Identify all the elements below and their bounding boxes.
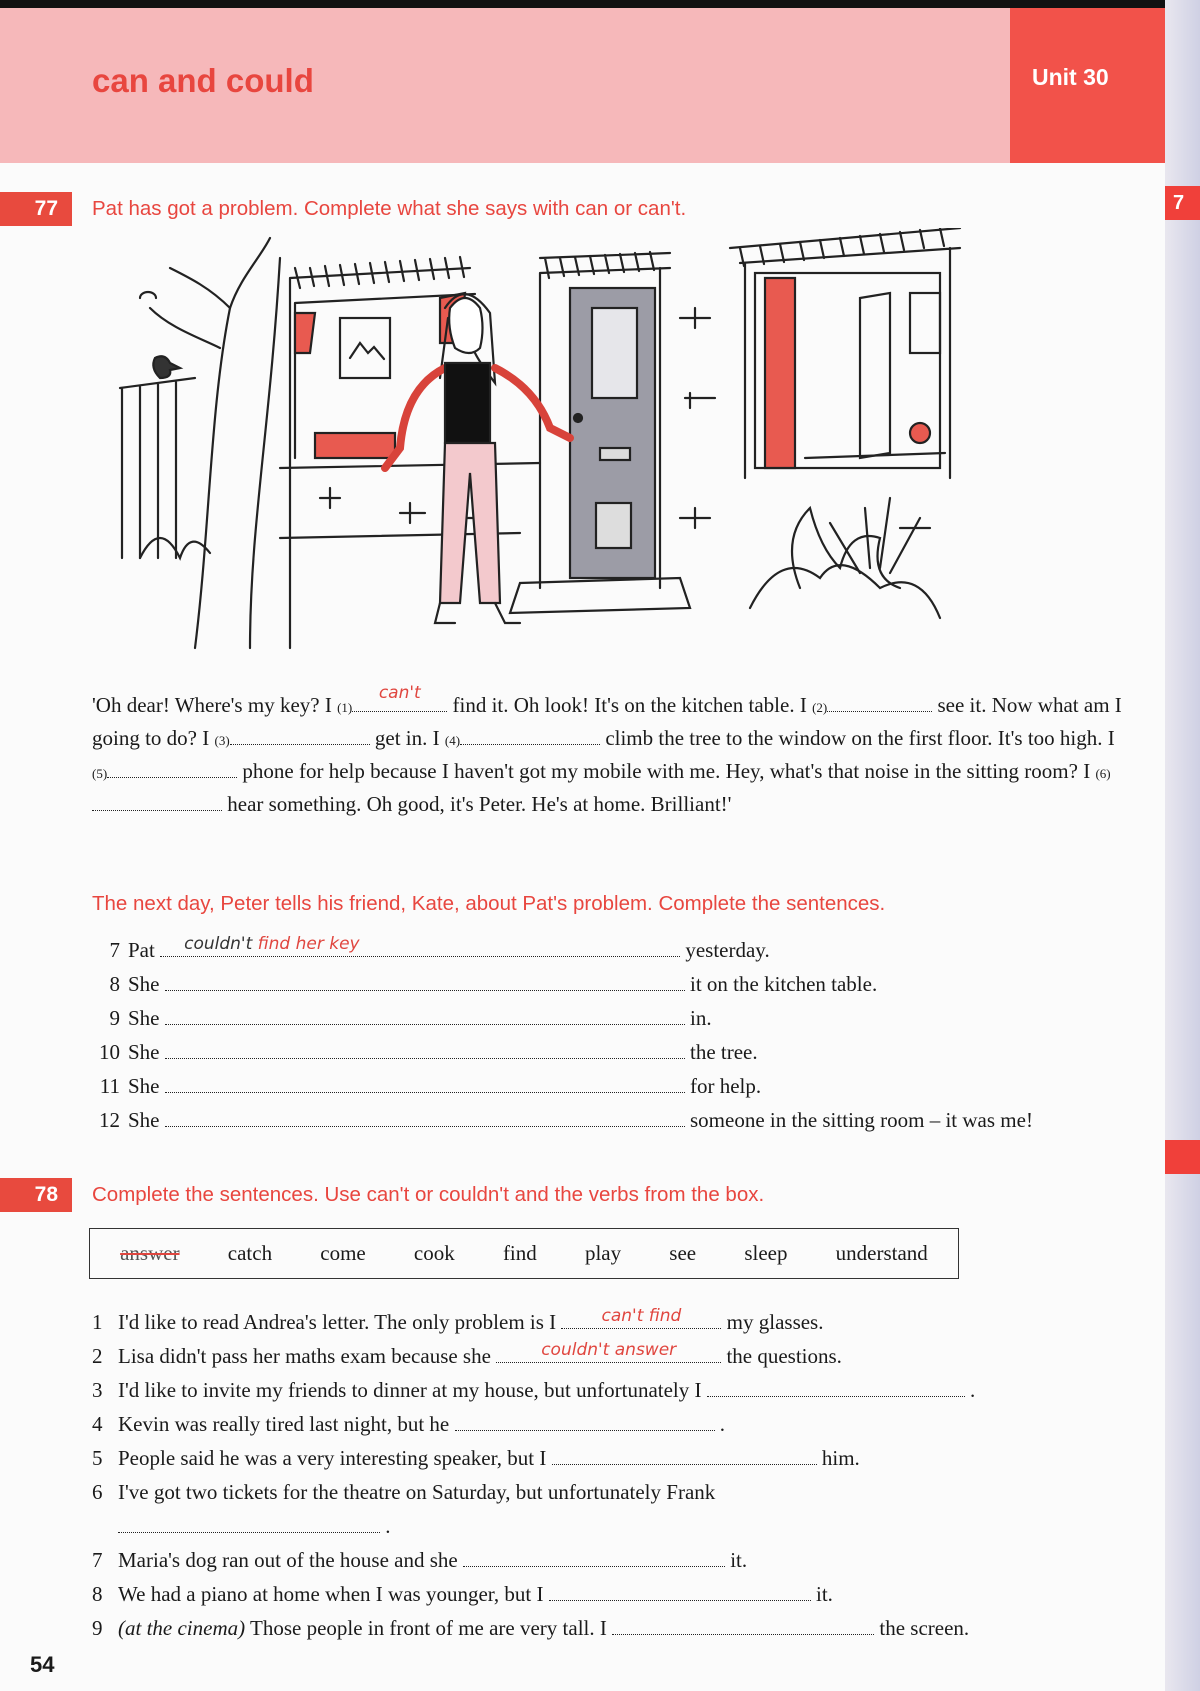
- next-page-edge: [1165, 0, 1200, 1691]
- blank-5[interactable]: [107, 759, 237, 778]
- box-word: come: [320, 1241, 366, 1265]
- question-row: 9 (at the cinema) Those people in front of me are very tall. I the screen.: [92, 1616, 970, 1640]
- box-word: play: [584, 1241, 622, 1265]
- sentence-row: 11 She for help.: [99, 1074, 762, 1098]
- page-title: can and could: [92, 62, 314, 99]
- blank-7[interactable]: [160, 934, 680, 957]
- blank-q5[interactable]: [552, 1446, 817, 1465]
- box-word: sleep: [744, 1241, 788, 1265]
- question-row: 2 Lisa didn't pass her maths exam because she couldn't answer the questions.: [92, 1340, 842, 1368]
- sentence-row: 7 Pat couldn't find her key yesterday.: [109, 934, 770, 962]
- top-border: [0, 0, 1200, 8]
- blank-q8[interactable]: [549, 1582, 811, 1601]
- question-row: 6 I've got two tickets for the theatre on Saturday, but unfortunately Frank: [92, 1480, 716, 1504]
- blank-11[interactable]: [165, 1074, 685, 1093]
- sentence-row: 9 She in.: [109, 1006, 712, 1030]
- exercise-number-77: 77: [0, 192, 72, 226]
- side-tab-lower: [1165, 1140, 1200, 1174]
- answer-7a: couldn't: [184, 934, 253, 954]
- answer-7b: find her key: [257, 934, 360, 954]
- side-tab-number: 7: [1173, 192, 1185, 214]
- blank-10[interactable]: [165, 1040, 685, 1059]
- page-number: 54: [30, 1652, 55, 1677]
- question-row: 3 I'd like to invite my friends to dinner at my house, but unfortunately I .: [92, 1378, 976, 1402]
- answer-1: can't: [378, 683, 421, 703]
- blank-q4[interactable]: [455, 1412, 715, 1431]
- unit-label: Unit 30: [1032, 64, 1109, 90]
- side-tab: [1165, 186, 1200, 220]
- word-box: [89, 1228, 959, 1279]
- exercise-77-instruction-2: The next day, Peter tells his friend, Kate, about Pat's problem. Complete the sentences.: [92, 892, 886, 915]
- box-word: understand: [835, 1241, 928, 1265]
- question-row: 4 Kevin was really tired last night, but he .: [92, 1412, 726, 1436]
- blank-8[interactable]: [165, 972, 685, 991]
- sentence-row: 8 She it on the kitchen table.: [109, 972, 878, 996]
- question-row-continued: .: [118, 1514, 391, 1539]
- exercise-77-paragraph: 'Oh dear! Where's my key? I (1) can't find it. Oh look! It's on the kitchen table. I (2) see it. Now what am I going to do? I (3) get in. I (4) climb the tree to the window on the first floor. It's too high. I (5) phone for help because I haven't got my mobile with me. Hey, what's that noise in the sitting room? I (6) hear something. Oh good, it's Peter. He's at home. Brilliant!': [92, 690, 1132, 820]
- answer-q1: can't find: [601, 1306, 682, 1326]
- context-note: (at the cinema): [118, 1616, 246, 1640]
- box-word: cook: [413, 1241, 455, 1265]
- exercise-number-78: 78: [0, 1178, 72, 1212]
- blank-q3[interactable]: [707, 1378, 965, 1397]
- box-word: answer: [120, 1241, 180, 1265]
- exercise-77-instruction: Pat has got a problem. Complete what she says with can or can't.: [92, 197, 687, 220]
- blank-1[interactable]: [352, 683, 447, 712]
- house-illustration: [100, 228, 1060, 668]
- question-row: 7 Maria's dog ran out of the house and she it.: [92, 1548, 748, 1572]
- exercise-78-instruction: Complete the sentences. Use can't or couldn't and the verbs from the box.: [92, 1183, 765, 1206]
- blank-q6[interactable]: [118, 1514, 380, 1533]
- box-word: find: [502, 1241, 537, 1265]
- sentence-row: 12 She someone in the sitting room – it was me!: [99, 1108, 1033, 1132]
- blank-4[interactable]: [460, 726, 600, 745]
- sentence-row: 10 She the tree.: [99, 1040, 758, 1064]
- blank-q1[interactable]: [561, 1306, 721, 1329]
- blank-12[interactable]: [165, 1108, 685, 1127]
- question-row: 5 People said he was a very interesting speaker, but I him.: [92, 1446, 860, 1470]
- question-row: 8 We had a piano at home when I was younger, but I it.: [92, 1582, 833, 1606]
- blank-q7[interactable]: [463, 1548, 725, 1567]
- blank-3[interactable]: [230, 726, 370, 745]
- box-word: see: [669, 1241, 697, 1265]
- question-row: 1 I'd like to read Andrea's letter. The only problem is I can't find my glasses.: [92, 1306, 824, 1334]
- blank-q2[interactable]: [496, 1340, 721, 1363]
- answer-q2: couldn't answer: [541, 1340, 677, 1360]
- blank-q9[interactable]: [612, 1616, 874, 1635]
- blank-2[interactable]: [827, 693, 932, 712]
- blank-6[interactable]: [92, 792, 222, 811]
- blank-9[interactable]: [165, 1006, 685, 1025]
- box-word: catch: [227, 1241, 273, 1265]
